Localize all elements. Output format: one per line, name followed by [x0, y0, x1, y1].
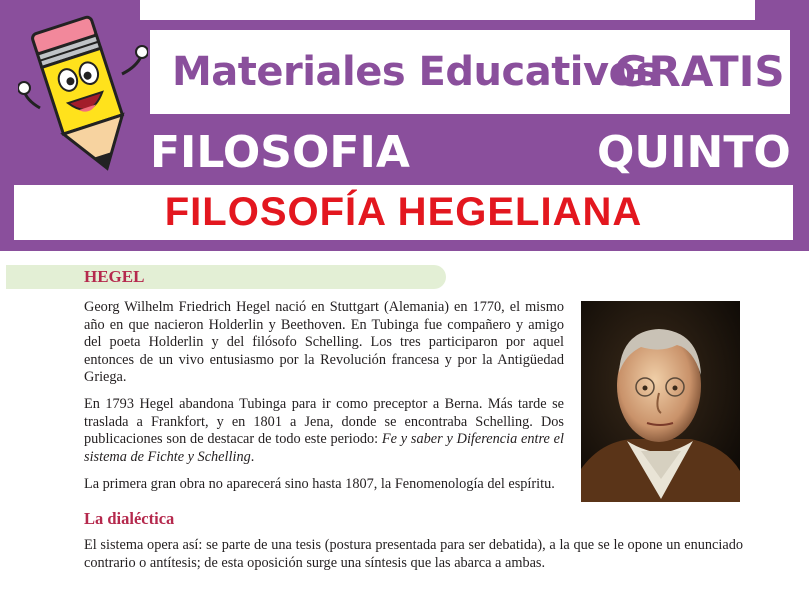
section-title: HEGEL — [84, 267, 145, 286]
paragraph-dialectic: El sistema opera así: se parte de una tesis (postura presentada para ser debatida), a la que se le opone un enunciado contrario o antítesis; de esta oposición surge una síntesis que las abarca a ambas. — [84, 537, 743, 571]
paragraph-career-works: Fe y saber y Diferencia entre el sistema de Fichte y Schelling — [84, 431, 564, 465]
banner-title: Materiales Educativos — [172, 49, 659, 95]
subject-label: FILOSOFIA — [150, 127, 410, 178]
paragraph-career-text: En 1793 Hegel abandona Tubinga para ir como preceptor a Berna. Más tarde se traslada a Frankfort, y en 1801 a Jena, donde se encontraba Schelling. Dos publicaciones son de destacar de todo este periodo: — [84, 396, 564, 448]
paragraph-biography: Georg Wilhelm Friedrich Hegel nació en Stuttgart (Alemania) en 1770, el mismo año en que nacieron Holderlin y Beethoven. En Tubinga fue compañero y amigo del poeta Holderlin y del filósofo Schelling. Los tres participaron por aquel entonces de un vivo entusiasmo por la Revolución francesa y por la Antigüedad Griega. — [84, 299, 564, 386]
banner-badge: GRATIS — [614, 47, 785, 96]
page-banner — [0, 0, 809, 251]
paragraph-career-end: . — [250, 448, 255, 465]
pencil-mascot-icon — [18, 4, 148, 180]
paragraph-career — [84, 396, 564, 466]
topic-title: FILOSOFÍA HEGELIANA — [164, 190, 643, 234]
hegel-portrait-image — [581, 301, 740, 502]
grade-label: QUINTO — [597, 127, 791, 178]
paragraph-phenomenology: La primera gran obra no aparecerá sino hasta 1807, la Fenomenología del espíritu. — [84, 476, 555, 492]
article-body — [0, 251, 809, 598]
subheading-dialectic: La dialéctica — [84, 509, 175, 528]
banner-top-strip — [140, 0, 755, 20]
section-heading-pill — [6, 265, 446, 289]
